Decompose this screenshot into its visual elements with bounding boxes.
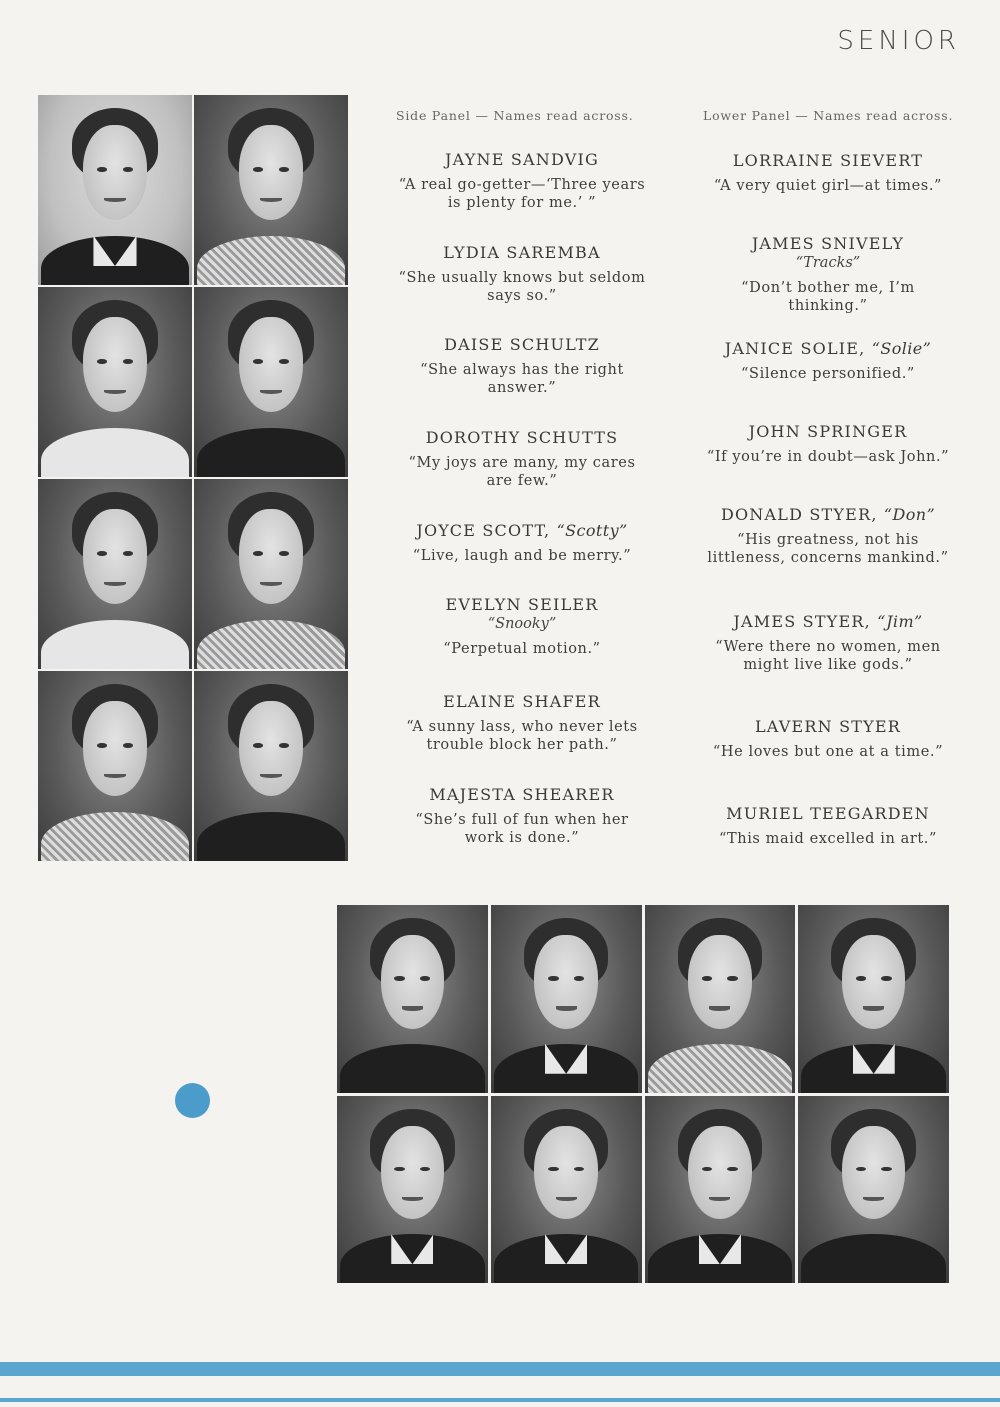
student-name: LYDIA SAREMBA: [443, 243, 601, 262]
portrait-lydia-saremba: [194, 95, 348, 285]
portrait-muriel-teegarden: [798, 1096, 949, 1284]
student-name: JAYNE SANDVIG: [445, 150, 599, 169]
portrait-donald-styer: [337, 1096, 488, 1284]
entry: [688, 422, 968, 466]
entry: [382, 785, 662, 847]
student-quote: “She’s full of fun when her work is done.”: [415, 812, 629, 846]
entry: [382, 243, 662, 305]
portrait-james-styer: [491, 1096, 642, 1284]
student-quote: “Live, laugh and be merry.”: [412, 548, 632, 564]
student-name: LORRAINE SIEVERT: [732, 151, 924, 170]
student-name: EVELYN SEILER: [445, 595, 599, 614]
student-quote: “She usually knows but seldom says so.”: [398, 270, 646, 304]
student-name: JAMES STYER, “Jim”: [733, 612, 923, 631]
lower-panel-photos: [337, 905, 949, 1283]
entry: [688, 339, 968, 383]
entry: [382, 521, 662, 565]
student-name: DONALD STYER, “Don”: [720, 505, 936, 524]
student-quote: “Were there no women, men might live like gods.”: [715, 639, 941, 673]
entry: [382, 335, 662, 397]
student-quote: “Perpetual motion.”: [443, 641, 601, 657]
portrait-elaine-shafer: [38, 671, 192, 861]
student-quote: “A very quiet girl—at times.”: [713, 178, 943, 194]
portrait-john-springer: [798, 905, 949, 1093]
portrait-jayne-sandvig: [38, 95, 192, 285]
side-panel-header: Side Panel — Names read across.: [396, 108, 634, 123]
entry: [382, 150, 662, 212]
student-name: DOROTHY SCHUTTS: [425, 428, 619, 447]
portrait-daise-schultz: [38, 287, 192, 477]
portrait-james-snively: [491, 905, 642, 1093]
student-quote: “If you’re in doubt—ask John.”: [706, 449, 950, 465]
student-name: JANICE SOLIE, “Solie”: [724, 339, 932, 358]
student-name: ELAINE SHAFER: [443, 692, 601, 711]
portrait-joyce-scott: [38, 479, 192, 669]
student-nickname: “Don”: [883, 505, 936, 524]
student-quote: “She always has the right answer.”: [420, 362, 624, 396]
decorative-dot: [175, 1083, 210, 1118]
portrait-evelyn-seiler: [194, 479, 348, 669]
entry: [688, 151, 968, 195]
lower-panel-header: Lower Panel — Names read across.: [703, 108, 954, 123]
entry: [382, 595, 662, 658]
student-name: JOHN SPRINGER: [748, 422, 908, 441]
student-name: LAVERN STYER: [754, 717, 902, 736]
entry: [688, 505, 968, 567]
portrait-dorothy-schutts: [194, 287, 348, 477]
student-quote: “Don’t bother me, I’m thinking.”: [741, 280, 915, 314]
student-name: JOYCE SCOTT, “Scotty”: [416, 521, 628, 540]
student-nickname: “Solie”: [871, 339, 932, 358]
portrait-lorraine-sievert: [337, 905, 488, 1093]
student-name: JAMES SNIVELY: [751, 234, 905, 253]
entry: [688, 612, 968, 674]
student-name: DAISE SCHULTZ: [444, 335, 600, 354]
entry: [688, 804, 968, 848]
student-nickname: “Snooky”: [487, 616, 557, 632]
portrait-majesta-shearer: [194, 671, 348, 861]
entry: [382, 692, 662, 754]
student-name: MAJESTA SHEARER: [429, 785, 615, 804]
bottom-rule-thin: [0, 1398, 1000, 1402]
page-heading: SENIOR: [837, 26, 960, 56]
student-quote: “A real go-getter—‘Three years is plenty for me.’ ”: [398, 177, 646, 211]
portrait-janice-solie: [645, 905, 796, 1093]
student-name: MURIEL TEEGARDEN: [726, 804, 930, 823]
entry: [688, 234, 968, 315]
entry: [382, 428, 662, 490]
student-quote: “A sunny lass, who never lets trouble block her path.”: [406, 719, 638, 753]
student-quote: “He loves but one at a time.”: [712, 744, 944, 760]
side-panel-photos: [38, 95, 348, 861]
student-nickname: “Jim”: [877, 612, 923, 631]
student-quote: “Silence personified.”: [741, 366, 915, 382]
student-quote: “This maid excelled in art.”: [718, 831, 938, 847]
student-nickname: “Tracks”: [795, 255, 861, 271]
portrait-lavern-styer: [645, 1096, 796, 1284]
entry: [688, 717, 968, 761]
bottom-rule: [0, 1362, 1000, 1376]
student-quote: “My joys are many, my cares are few.”: [408, 455, 636, 489]
student-nickname: “Scotty”: [556, 521, 628, 540]
student-quote: “His greatness, not his littleness, concerns mankind.”: [707, 532, 949, 566]
